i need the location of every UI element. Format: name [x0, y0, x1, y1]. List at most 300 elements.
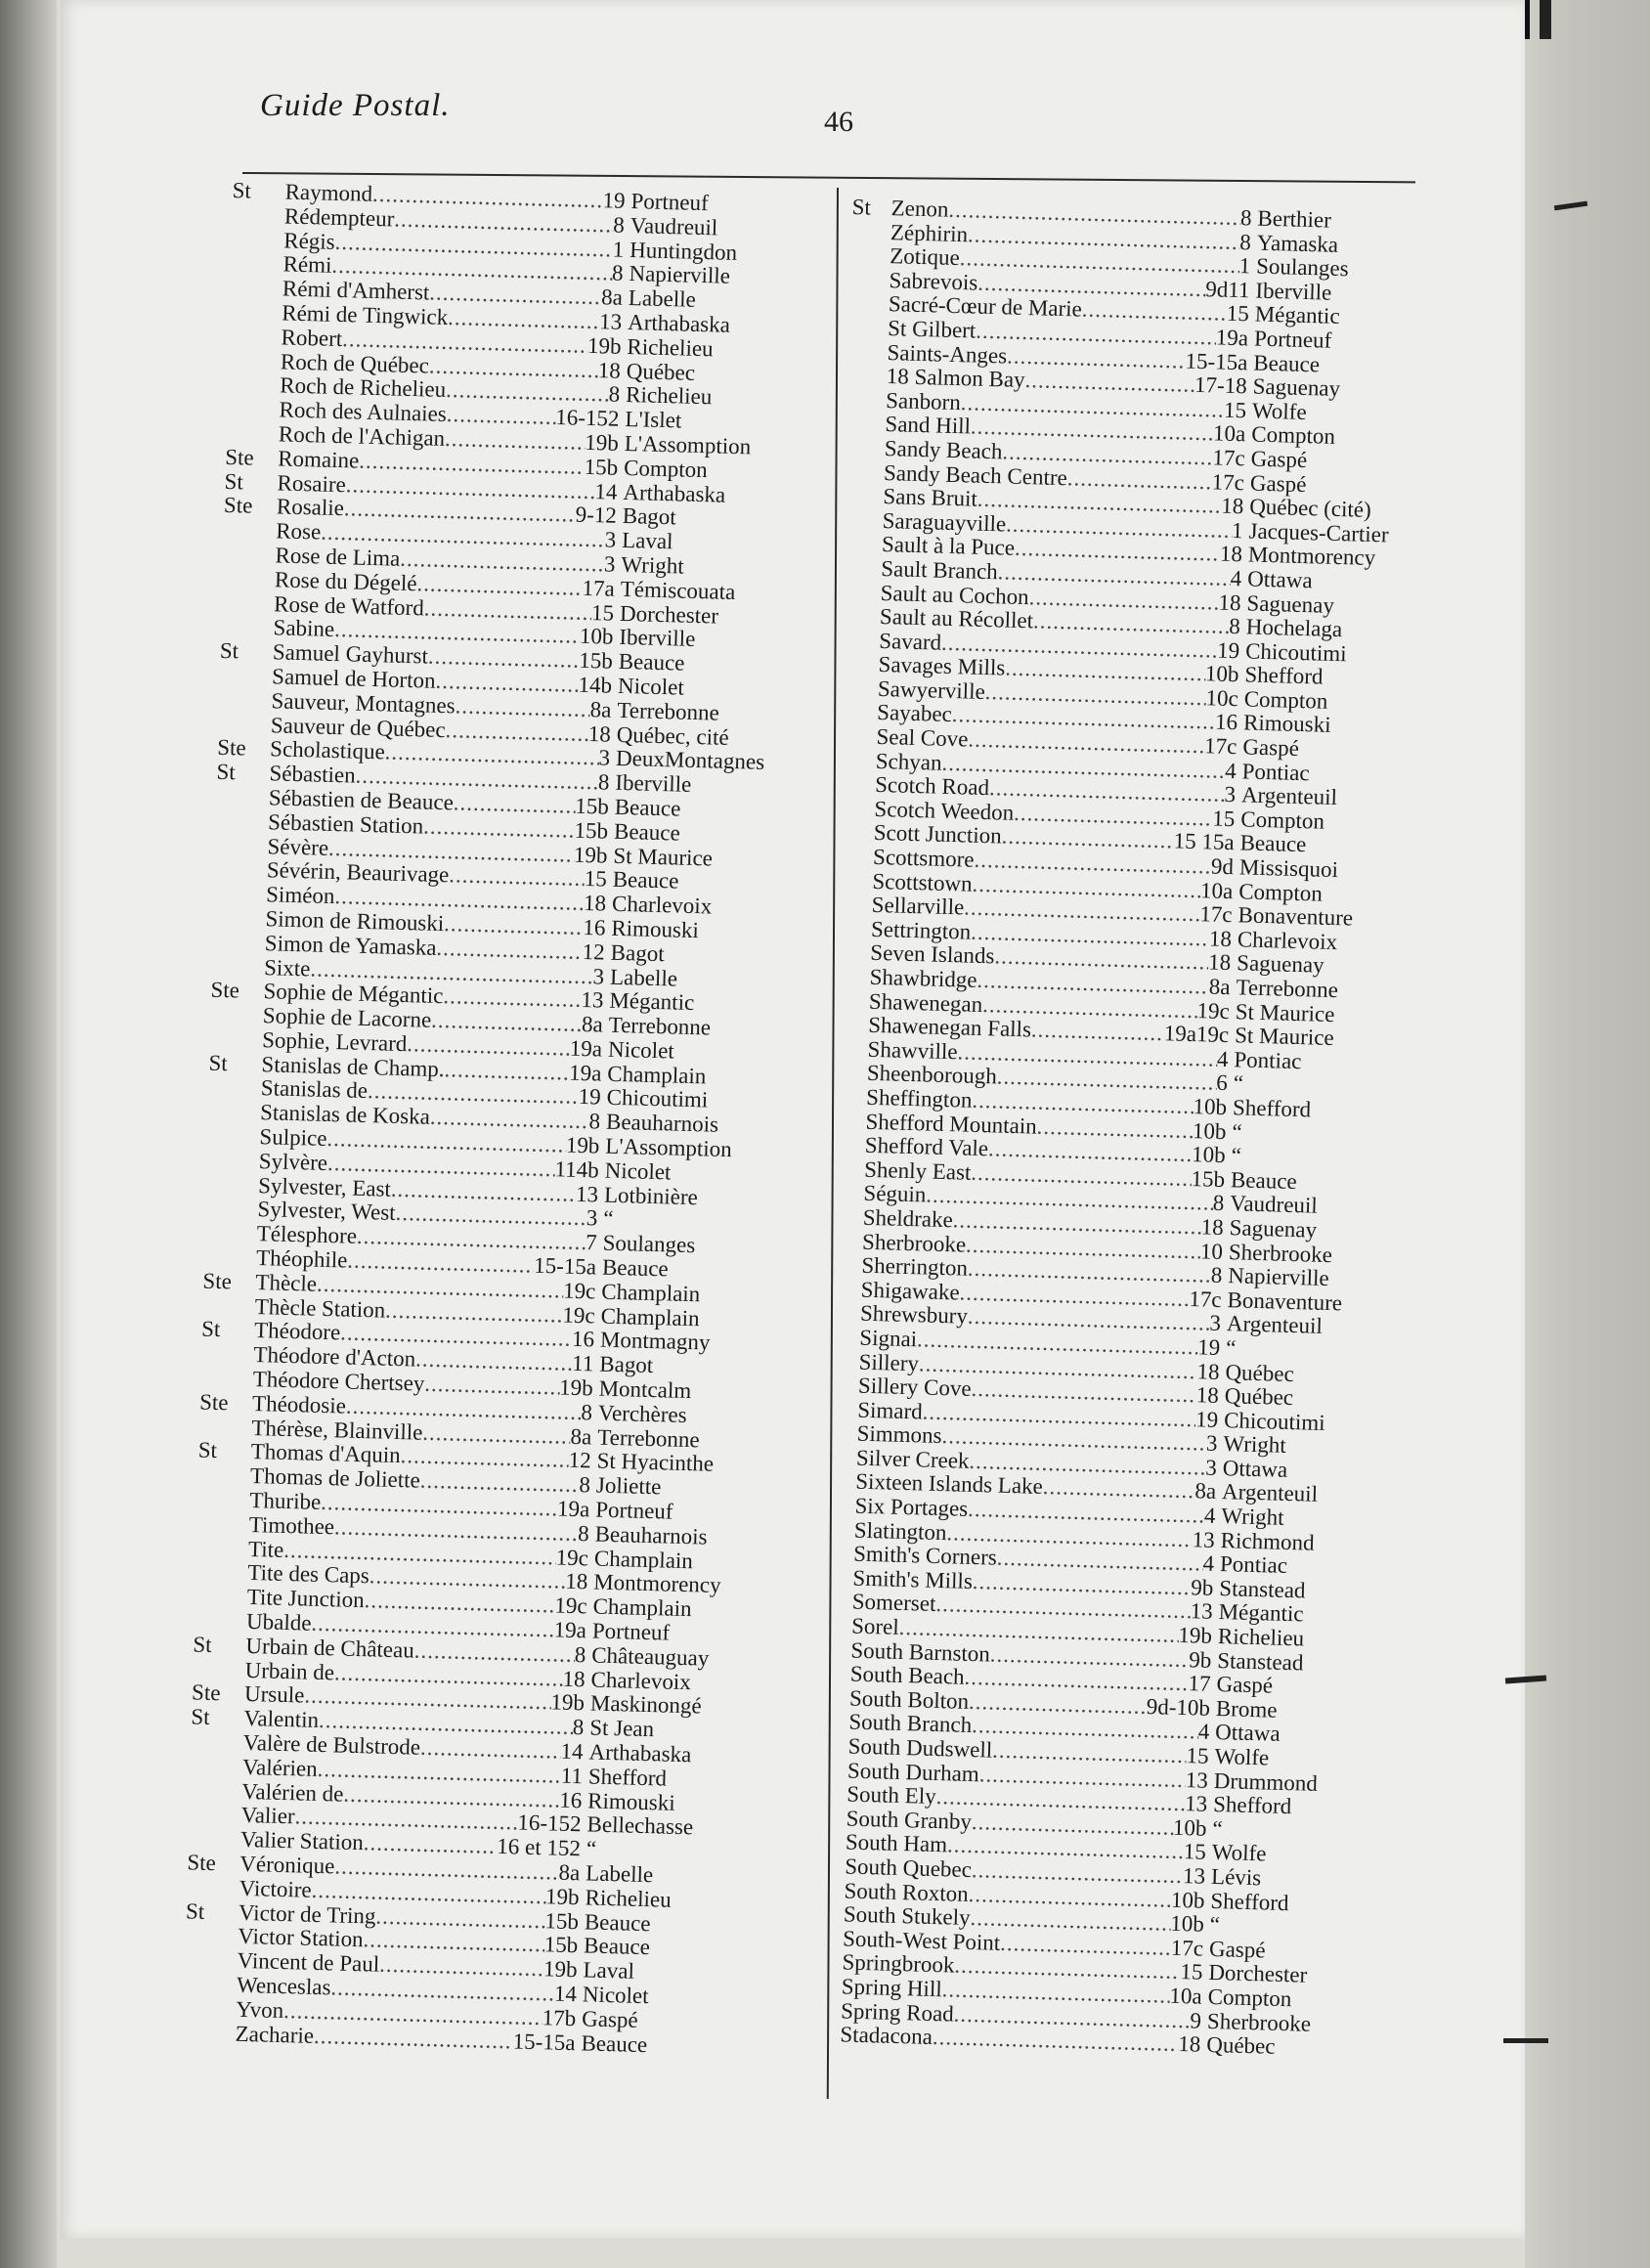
county-name: Champlain [593, 1546, 694, 1573]
county-name: St Maurice [613, 843, 714, 871]
leader-dots [444, 1058, 569, 1085]
county-name: Pontiac [1234, 1047, 1302, 1073]
place-name: Sabine [273, 615, 335, 642]
entry-prefix: Ste [210, 977, 240, 1003]
entry-prefix [203, 1245, 257, 1271]
place-name: Sylvère [258, 1148, 328, 1175]
route-ref: 17c [1212, 445, 1246, 471]
place-name: Roch de Richelieu [279, 372, 447, 403]
county-name: Beauce [581, 2029, 648, 2057]
place-name: Sand Hill [885, 412, 972, 439]
place-name: Vincent de Paul [237, 1947, 380, 1977]
route-ref: 15-15a [512, 2028, 576, 2055]
place-name: Stadacona [840, 2022, 934, 2050]
place-name: Roch de l'Achigan [278, 421, 446, 451]
route-ref: 19c [555, 1545, 589, 1570]
entry-prefix: Ste [191, 1679, 221, 1706]
place-name: Rose de Lima [275, 543, 401, 571]
entry-prefix [836, 772, 876, 798]
county-name: Laval [621, 528, 673, 554]
place-name: South-West Point [842, 1926, 1001, 1955]
place-name: Wenceslas [236, 1972, 331, 2000]
route-ref: 8 [574, 1641, 586, 1668]
place-name: South Ham [845, 1829, 948, 1857]
place-name: Valier Station [239, 1827, 365, 1855]
route-ref: 10a [1212, 420, 1246, 447]
county-name: Beauharnois [605, 1109, 719, 1138]
route-ref: 19b [1178, 1622, 1213, 1648]
county-name: Québec [626, 358, 696, 385]
county-name: Hochelaga [1245, 614, 1343, 642]
route-ref: 15b [578, 647, 614, 674]
place-name: Zenon [890, 196, 949, 222]
route-ref: 18 [597, 357, 622, 383]
entry-prefix [848, 316, 889, 341]
route-ref: 3 [1204, 1455, 1218, 1480]
entry-prefix: Ste [223, 493, 253, 519]
county-name: Ottawa [1246, 566, 1313, 593]
place-name: Thomas de Joliette [249, 1463, 421, 1493]
place-name: Zotique [889, 243, 961, 271]
entry-prefix [822, 1253, 862, 1279]
county-name: Yamaska [1256, 230, 1339, 257]
route-ref: 13 [1182, 1863, 1206, 1889]
place-name: Seven Islands [870, 940, 995, 969]
route-ref: 15 [1212, 806, 1236, 832]
route-ref: 13 [1190, 1598, 1214, 1625]
place-name: Springbrook [842, 1949, 955, 1978]
route-ref: 18 [562, 1666, 586, 1691]
route-ref: 8a [581, 1012, 604, 1037]
county-name: Jacques-Cartier [1248, 518, 1389, 547]
entry-prefix [804, 1901, 845, 1927]
county-name: Champlain [601, 1279, 701, 1307]
route-ref: 16-152 [517, 1810, 582, 1837]
entry-prefix [841, 604, 881, 630]
county-name: Beauce [614, 794, 681, 821]
route-ref: 8 [572, 1715, 585, 1740]
entry-prefix [849, 291, 890, 317]
county-name: Joliette [595, 1472, 662, 1500]
place-name: Sophie de Mégantic [263, 979, 444, 1009]
place-name: Sherbrooke [861, 1229, 967, 1257]
place-name: Ursule [243, 1681, 305, 1708]
entry-prefix [837, 748, 877, 773]
place-name: South Roxton [844, 1878, 970, 1906]
county-name: Arthabaska [588, 1739, 692, 1767]
route-ref: 19c [562, 1302, 596, 1329]
route-ref: 8 [611, 260, 624, 286]
route-ref: 1 [1238, 253, 1251, 279]
entry-prefix: St [224, 468, 244, 494]
county-name: Compton [1250, 421, 1336, 450]
place-name: Shrewsbury [859, 1300, 969, 1330]
place-name: South Bolton [848, 1685, 970, 1714]
county-name: Wright [621, 551, 685, 579]
route-ref: 19a [568, 1060, 602, 1086]
entry-prefix [803, 1926, 844, 1951]
route-ref: 15 [1223, 397, 1247, 423]
route-ref: 3 [586, 1205, 598, 1231]
county-name: Champlain [600, 1303, 700, 1330]
route-ref: 3 [604, 527, 617, 552]
route-ref: 14 [594, 478, 618, 504]
entry-prefix [195, 1511, 249, 1537]
entry-prefix: St [208, 1050, 229, 1075]
entry-prefix [802, 1998, 842, 2024]
entry-prefix [199, 1367, 253, 1392]
county-name: DeuxMontagnes [615, 746, 765, 775]
route-ref: 17c [1170, 1935, 1204, 1961]
county-name: Québec [1205, 2031, 1276, 2059]
county-name: Beauce [618, 649, 685, 676]
place-name: Smith's Corners [852, 1541, 998, 1570]
county-name: Gaspé [1249, 470, 1307, 497]
place-name: Sheldrake [862, 1204, 954, 1233]
route-ref: 18 [1196, 1358, 1220, 1384]
place-name: Schyan [875, 748, 942, 775]
route-ref: 19 [1216, 637, 1240, 663]
place-name: Shigawake [860, 1277, 960, 1305]
place-name: Théodosie [251, 1390, 347, 1418]
route-ref: 18 [1177, 2031, 1201, 2057]
county-name: Beauce [583, 1933, 651, 1960]
route-ref: 15b [543, 1932, 579, 1958]
county-name: Montmorency [1247, 542, 1376, 571]
entry-prefix [195, 1536, 249, 1561]
county-name: Soulanges [1255, 253, 1350, 282]
route-ref: 18 [1219, 541, 1243, 567]
place-name: Simon de Yamaska [264, 930, 437, 960]
entry-prefix [185, 1924, 239, 1949]
entry-prefix [808, 1758, 848, 1783]
entry-prefix [827, 1085, 867, 1111]
entry-prefix [203, 1221, 257, 1246]
place-name: Urbain de [244, 1657, 335, 1684]
entry-prefix [204, 1197, 258, 1222]
place-name: Urbain de Château [245, 1633, 415, 1663]
route-ref: 1 [612, 237, 625, 262]
entry-prefix [184, 1972, 238, 1997]
entry-prefix [189, 1778, 242, 1804]
entry-prefix [842, 556, 882, 582]
county-name: Beauce [613, 818, 681, 846]
county-name: Beauce [584, 1908, 651, 1936]
place-name: Shawbridge [869, 964, 977, 992]
entry-prefix [839, 652, 879, 677]
entry-prefix [218, 712, 272, 737]
entry-prefix [849, 268, 890, 293]
county-name: Richelieu [1217, 1624, 1305, 1651]
route-ref: 18 [587, 720, 612, 747]
entry-prefix [841, 580, 881, 605]
route-ref: 8 [581, 1399, 593, 1425]
entry-prefix [847, 364, 888, 389]
route-ref: 8 [1210, 1262, 1223, 1288]
county-name: Compton [1240, 807, 1325, 834]
county-name: Rimouski [611, 915, 700, 943]
entry-prefix [834, 820, 874, 846]
county-name: Châteauguay [590, 1642, 710, 1671]
route-ref: 19b [550, 1689, 586, 1716]
county-name: Portneuf [591, 1618, 671, 1645]
route-ref: 3 [1224, 782, 1237, 807]
route-ref: 18 [1220, 493, 1244, 519]
entry-prefix [806, 1806, 847, 1831]
place-name: Samuel de Horton [271, 664, 436, 693]
entry-prefix [228, 349, 282, 374]
place-name: Sault Branch [881, 555, 999, 585]
county-name: “ [603, 1206, 614, 1232]
county-name: Soulanges [602, 1230, 696, 1258]
leader-dots [455, 694, 590, 722]
place-name: Romaine [277, 446, 360, 473]
place-name: Tite [247, 1536, 284, 1562]
route-ref: 4 [1203, 1503, 1216, 1528]
entry-prefix [847, 340, 888, 366]
place-name: Victoire [239, 1875, 313, 1902]
place-name: Sherrington [861, 1252, 969, 1281]
place-name: Sylvester, East [257, 1172, 392, 1201]
route-ref: 8 [588, 1109, 601, 1134]
place-name: Raymond [284, 179, 373, 206]
route-ref: 19b [544, 1884, 580, 1910]
county-name: Gaspé [1242, 734, 1300, 762]
place-name: Simard [856, 1397, 924, 1424]
entry-prefix: Ste [198, 1389, 229, 1416]
place-name: Shawenegan [868, 988, 983, 1017]
route-ref: 18 [564, 1569, 588, 1594]
route-ref: 19 [1196, 1334, 1221, 1360]
entry-prefix: Ste [224, 444, 255, 470]
entry-prefix [832, 893, 872, 918]
entry-prefix [208, 1075, 262, 1101]
entry-prefix [210, 1003, 264, 1028]
place-name: Valérien [241, 1754, 319, 1781]
county-name: “ [1212, 1815, 1224, 1842]
place-name: Simon de Rimouski [265, 906, 445, 937]
county-name: Chicoutimi [1244, 638, 1347, 666]
county-name: Stanstead [1216, 1647, 1304, 1676]
route-ref: 17c [1189, 1286, 1222, 1312]
county-name: Bonaventure [1227, 1287, 1343, 1316]
place-name: Sellarville [871, 893, 965, 920]
county-name: “ [1225, 1335, 1237, 1361]
county-name: Napierville [629, 261, 731, 289]
route-ref: 16 et 152 [497, 1834, 582, 1861]
entry-prefix: St [232, 178, 252, 203]
county-name: Portneuf [1253, 326, 1332, 353]
place-name: Sandy Beach [884, 435, 1003, 464]
county-name: Labelle [628, 285, 697, 313]
entry-prefix [843, 508, 883, 534]
place-name: Thérèse, Blainville [251, 1415, 423, 1445]
county-name: Arthabaska [627, 309, 731, 337]
route-ref: 10a [1169, 1983, 1203, 2009]
route-ref: 10b [579, 624, 614, 650]
entry-prefix [221, 590, 275, 616]
entry-prefix [206, 1124, 260, 1150]
county-name: Wright [1221, 1504, 1284, 1530]
county-name: Labelle [609, 964, 678, 991]
entry-prefix [190, 1729, 243, 1755]
route-ref: 1 [1231, 517, 1243, 544]
place-name: Sixteen Islands Lake [854, 1469, 1044, 1500]
county-name: Beauce [601, 1254, 670, 1282]
route-ref: 12 [568, 1448, 592, 1473]
entry-prefix [220, 615, 274, 640]
county-name: Saguenay [1252, 373, 1341, 402]
route-ref: 3 [603, 551, 616, 577]
place-name: Victor Station [238, 1924, 364, 1952]
county-name: Nicolet [582, 1982, 649, 2009]
place-name: Rémi [282, 251, 332, 279]
county-name: Napierville [1227, 1263, 1330, 1291]
place-name: Sébastien [269, 761, 357, 788]
route-ref: 18 [1200, 1214, 1225, 1240]
entry-prefix [230, 251, 283, 277]
place-name: Télesphore [256, 1221, 358, 1249]
route-ref: 114b [554, 1156, 600, 1183]
place-name: Sans Bruit [883, 484, 978, 511]
place-name: Sheffington [865, 1084, 973, 1112]
county-name: Nicolet [604, 1157, 672, 1185]
right-column-listing [801, 196, 1458, 2063]
entry-prefix [828, 1036, 868, 1062]
county-name: Saguenay [1229, 1215, 1318, 1243]
route-ref: 13 [575, 1181, 599, 1207]
route-ref: 15b [574, 817, 609, 844]
route-ref: 15 [590, 599, 615, 626]
place-name: Savard [878, 628, 942, 655]
route-ref: 4 [1202, 1550, 1215, 1577]
county-name: Portneuf [630, 189, 710, 216]
entry-prefix [806, 1830, 847, 1855]
county-name: St Maurice [1235, 998, 1335, 1026]
place-name: Simmons [856, 1420, 942, 1449]
route-ref: 17b [542, 2005, 577, 2030]
entry-prefix [839, 676, 879, 702]
entry-prefix [845, 459, 885, 485]
route-ref: 8 [1238, 229, 1252, 254]
route-ref: 13 [1192, 1526, 1216, 1552]
entry-prefix [826, 1133, 866, 1158]
entry-prefix: St [185, 1897, 205, 1924]
left-column-listing [182, 179, 838, 2061]
county-name: Huntingdon [629, 237, 738, 265]
route-ref: 9d11 [1204, 276, 1250, 303]
route-ref: 16 [571, 1327, 595, 1352]
county-name: “ [1232, 1118, 1242, 1145]
place-name: Sauveur, Montagnes [271, 688, 456, 719]
route-ref: 4 [1197, 1719, 1210, 1745]
county-name: Québec (cité) [1248, 494, 1372, 523]
route-ref: 19b [586, 332, 622, 359]
entry-prefix [231, 228, 284, 253]
place-name: Scholastique [269, 736, 386, 764]
route-ref: 19 [602, 188, 626, 213]
place-name: Rose du Dégelé [274, 567, 417, 595]
entry-prefix [819, 1349, 859, 1374]
route-ref: 3 [1209, 1310, 1222, 1336]
county-name: Beauce [1239, 830, 1307, 857]
route-ref: 8a [1194, 1478, 1217, 1505]
route-ref: 13 [598, 309, 623, 334]
county-name: Terrebonne [596, 1424, 701, 1453]
route-ref: 10b [1191, 1142, 1227, 1168]
county-name: Compton [1243, 686, 1328, 714]
entry-prefix [834, 845, 874, 870]
route-ref: 9 [1190, 2007, 1202, 2033]
route-ref: 10b [1170, 1887, 1205, 1913]
entry-prefix [218, 688, 272, 714]
leader-dots [420, 1736, 561, 1765]
county-name: Berthier [1257, 205, 1332, 233]
place-name: Shenly East [863, 1156, 972, 1185]
county-name: Iberville [619, 625, 696, 652]
place-name: Roch de Québec [280, 348, 430, 378]
county-name: Rimouski [1242, 710, 1331, 738]
place-name: South Barnston [850, 1637, 991, 1667]
place-name: Shawville [867, 1036, 958, 1065]
county-name: “ [1233, 1070, 1244, 1096]
county-name: Terrebonne [617, 697, 720, 725]
entry-prefix [844, 484, 884, 509]
place-name: Stanislas de [260, 1075, 369, 1104]
entry-prefix [219, 664, 273, 689]
entry-prefix [814, 1542, 854, 1567]
route-ref: 3 [592, 963, 605, 989]
place-name: Sault au Récollet [879, 604, 1034, 633]
place-name: South Durham [847, 1758, 980, 1786]
route-ref: 8 [577, 1520, 589, 1547]
county-name: Richmond [1220, 1527, 1315, 1555]
place-name: Shefford Mountain [865, 1109, 1038, 1139]
place-name: South Beach [849, 1661, 965, 1690]
entry-prefix [214, 857, 268, 883]
place-name: South Ely [846, 1781, 937, 1810]
place-name: Yvon [236, 1996, 284, 2023]
entry-prefix [847, 388, 887, 414]
county-name: Champlain [607, 1061, 707, 1089]
county-name: Verchères [597, 1400, 687, 1427]
place-name: Scottsmore [872, 844, 975, 872]
entry-prefix [213, 882, 267, 907]
entry-prefix [821, 1277, 861, 1302]
entry-prefix [226, 421, 280, 447]
county-name: Shefford [1210, 1888, 1289, 1915]
entry-prefix [227, 372, 281, 398]
route-ref: 10c [1205, 685, 1239, 712]
route-ref: 17-18 [1194, 372, 1248, 399]
county-name: L'Assomption [624, 430, 752, 459]
place-name: Rosalie [276, 494, 345, 521]
county-name: Laval [583, 1957, 635, 1984]
scan-clip-mark [1540, 0, 1551, 39]
county-name: St Hyacinthe [596, 1449, 715, 1477]
place-name: Shawenegan Falls [867, 1012, 1032, 1042]
route-ref: 13 [1185, 1766, 1209, 1793]
route-ref: 9b [1191, 1575, 1214, 1600]
route-ref: 17a [582, 575, 616, 601]
county-name: Mégantic [609, 988, 695, 1016]
entry-prefix [811, 1637, 851, 1663]
place-name: South Granby [846, 1806, 973, 1834]
route-ref: 10a [1199, 877, 1234, 903]
route-ref: 15b [574, 793, 610, 819]
entry-prefix [828, 1061, 868, 1086]
route-ref: 19a19c [1163, 1021, 1230, 1048]
